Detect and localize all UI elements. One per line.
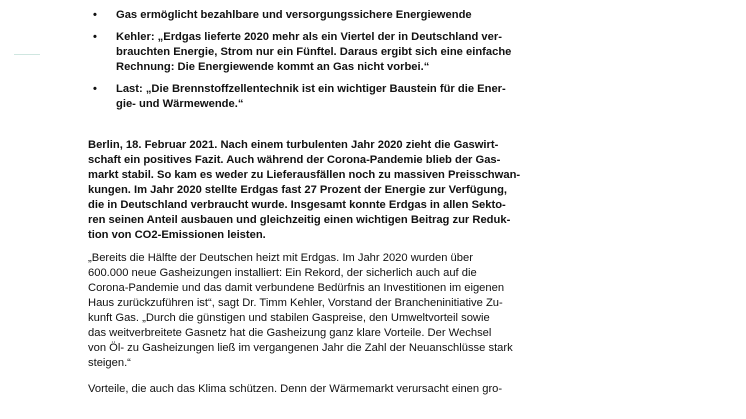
text-line: Corona-Pandemie und das damit verbundene Bedürfnis an Investitionen im eigenen <box>88 282 505 294</box>
key-point-3 <box>88 82 578 112</box>
text-line: von Öl- zu Gasheizungen ließ im vergangenen Jahr die Zahl der Neuanschlüsse stark <box>88 342 513 354</box>
lead-paragraph <box>88 138 578 243</box>
text-line: Vorteile, die auch das Klima schützen. Denn der Wärmemarkt verursacht einen gro- <box>88 383 503 395</box>
text-line: steigen.“ <box>88 357 131 369</box>
text-line: das weitverbreitete Gasnetz hat die Gasheizung ganz klare Vorteile. Der Wechsel <box>88 327 492 339</box>
text-line: 600.000 neue Gasheizungen installiert: Ein Rekord, der sicherlich auch auf die <box>88 267 477 279</box>
text-line: ren seinen Anteil ausbauen und gleichzeitig einen wichtigen Beitrag zur Reduk- <box>88 214 511 226</box>
text-line: Kehler: „Erdgas lieferte 2020 mehr als ein Viertel der in Deutschland ver- <box>116 31 502 43</box>
bullet-icon: • <box>93 83 97 95</box>
text-line: kunft Gas. „Durch die günstigen und stabilen Gaspreise, den Umweltvorteil sowie <box>88 312 490 324</box>
text-line: „Bereits die Hälfte der Deutschen heizt mit Erdgas. Im Jahr 2020 wurden über <box>88 252 473 264</box>
text-line: Rechnung: Die Energiewende kommt an Gas nicht vorbei.“ <box>116 61 430 73</box>
text-line: kungen. Im Jahr 2020 stellte Erdgas fast 27 Prozent der Energie zur Verfügung, <box>88 184 508 196</box>
text-line: schaft ein positives Fazit. Auch während der Corona-Pandemie blieb der Gas- <box>88 154 501 166</box>
text-line: markt stabil. So kam es weder zu Lieferausfällen noch zu massiven Preisschwan- <box>88 169 521 181</box>
key-point-2 <box>88 30 578 75</box>
press-release-content <box>88 8 578 397</box>
text-line: tion von CO2-Emissionen leisten. <box>88 229 266 241</box>
text-line: die in Deutschland verbraucht wurde. Insgesamt konnte Erdgas in allen Sekto- <box>88 199 506 211</box>
text-line: brauchten Energie, Strom nur ein Fünftel. Daraus ergibt sich eine einfache <box>116 46 512 58</box>
text-line: Last: „Die Brennstoffzellentechnik ist ein wichtiger Baustein für die Ener- <box>116 83 506 95</box>
bullet-icon: • <box>93 9 97 21</box>
bullet-icon: • <box>93 31 97 43</box>
margin-mark <box>14 54 40 55</box>
body-paragraph-2 <box>88 382 578 397</box>
body-paragraph-1 <box>88 251 578 371</box>
text-line: Haus zurückzuführen ist“, sagt Dr. Timm Kehler, Vorstand der Brancheninitiative Zu- <box>88 297 503 309</box>
text-line: Berlin, 18. Februar 2021. Nach einem turbulenten Jahr 2020 zieht die Gaswirt- <box>88 139 499 151</box>
text-line: gie- und Wärmewende.“ <box>116 98 244 110</box>
key-points-list <box>88 8 578 112</box>
key-point-1 <box>88 8 578 23</box>
text-line: Gas ermöglicht bezahlbare und versorgungssichere Energiewende <box>116 9 472 21</box>
